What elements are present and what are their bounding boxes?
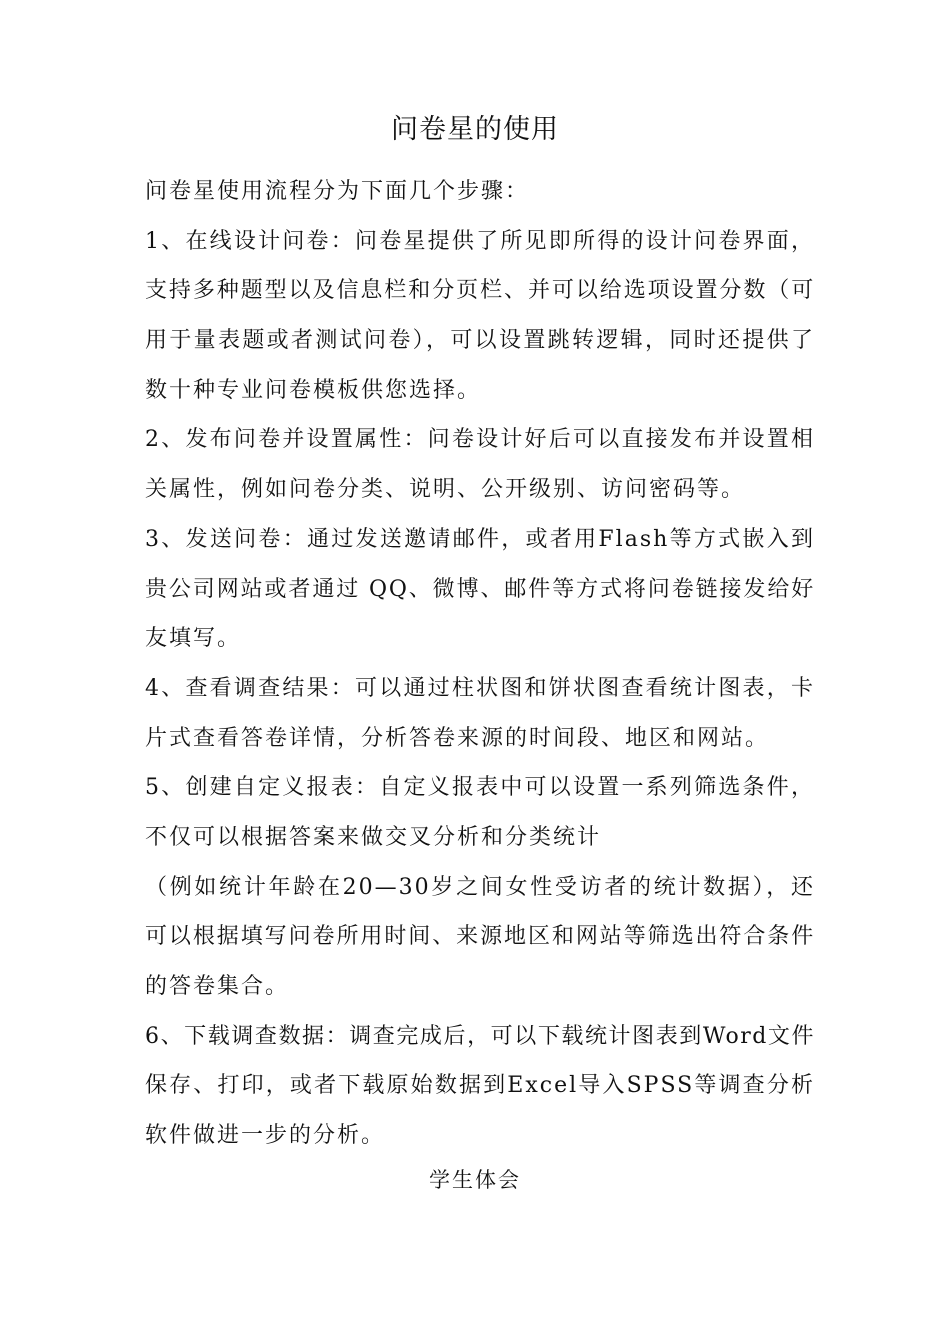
step-1-line-2: 支持多种题型以及信息栏和分页栏、并可以给选项设置分数（可 [145, 278, 815, 304]
step-2-line-1: 2、发布问卷并设置属性：问卷设计好后可以直接发布并设置相 [145, 427, 815, 453]
step-3-line-2: 贵公司网站或者通过 QQ、微博、邮件等方式将问卷链接发给好 [145, 576, 815, 602]
body-text [145, 167, 815, 1161]
step-4-line-2: 片式查看答卷详情，分析答卷来源的时间段、地区和网站。 [145, 725, 770, 751]
step-6-line-3: 软件做进一步的分析。 [145, 1123, 386, 1149]
step-5-line-5: 的答卷集合。 [145, 974, 290, 999]
step-1-line-3: 用于量表题或者测试问卷），可以设置跳转逻辑，同时还提供了 [145, 328, 815, 354]
step-5-line-2: 不仅可以根据答案来做交叉分析和分类统计 [145, 824, 602, 850]
step-5-line-3: （例如统计年龄在20—30岁之间女性受访者的统计数据），还 [145, 874, 815, 900]
intro-line: 问卷星使用流程分为下面几个步骤： [145, 179, 530, 204]
step-3-line-1: 3、发送问卷：通过发送邀请邮件，或者用Flash等方式嵌入到 [145, 526, 815, 552]
step-5-line-4: 可以根据填写问卷所用时间、来源地区和网站等筛选出符合条件 [145, 924, 815, 950]
step-6-line-1: 6、下载调查数据：调查完成后，可以下载统计图表到Word文件 [145, 1023, 815, 1049]
step-3-line-3: 友填写。 [145, 626, 242, 652]
step-1-line-4: 数十种专业问卷模板供您选择。 [145, 377, 482, 403]
step-6-line-2: 保存、打印，或者下载原始数据到Excel导入SPSS等调查分析 [145, 1073, 815, 1099]
page-title: 问卷星的使用 [391, 114, 559, 145]
step-1-line-1: 1、在线设计问卷：问卷星提供了所见即所得的设计问卷界面， [145, 228, 815, 254]
step-2-line-2: 关属性，例如问卷分类、说明、公开级别、访问密码等。 [145, 477, 746, 503]
step-5-line-1: 5、创建自定义报表：自定义报表中可以设置一系列筛选条件， [145, 775, 815, 801]
step-4-line-1: 4、查看调查结果：可以通过柱状图和饼状图查看统计图表，卡 [145, 675, 815, 701]
section-heading-student-reflection: 学生体会 [429, 1168, 521, 1192]
